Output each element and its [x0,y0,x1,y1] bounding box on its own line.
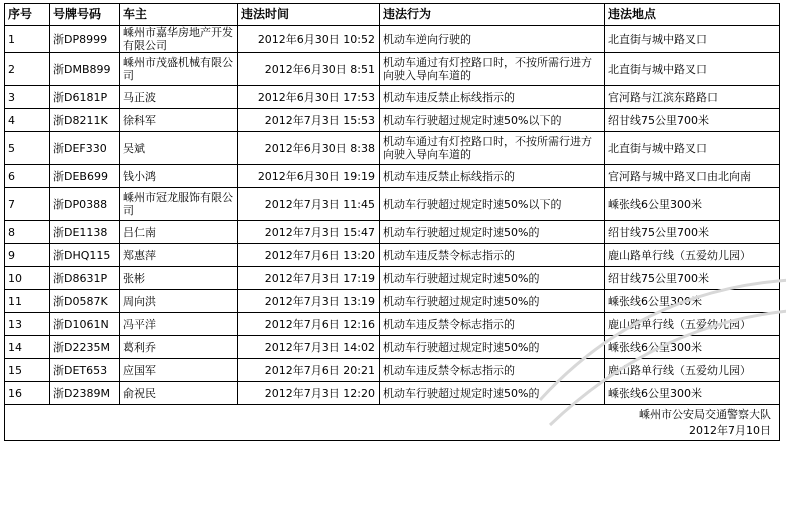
cell-location: 北直街与城中路叉口 [605,26,780,53]
cell-time: 2012年7月3日 14:02 [238,336,380,359]
cell-plate: 浙DP8999 [50,26,120,53]
cell-index: 15 [5,359,50,382]
cell-time: 2012年7月6日 13:20 [238,244,380,267]
cell-owner: 马正波 [120,86,238,109]
violation-table [4,3,780,441]
cell-violation: 机动车行驶超过规定时速50%的 [380,221,605,244]
cell-violation: 机动车违反禁止标线指示的 [380,165,605,188]
cell-violation: 机动车违反禁令标志指示的 [380,359,605,382]
cell-violation: 机动车通过有灯控路口时，不按所需行进方向驶入导向车道的 [380,53,605,86]
table-row [5,188,780,221]
header-index: 序号 [5,4,50,26]
table-row [5,382,780,405]
cell-owner: 嵊州市嘉华房地产开发有限公司 [120,26,238,53]
cell-owner: 嵊州市冠龙服饰有限公司 [120,188,238,221]
cell-time: 2012年6月30日 19:19 [238,165,380,188]
cell-plate: 浙D8631P [50,267,120,290]
cell-time: 2012年6月30日 10:52 [238,26,380,53]
cell-violation: 机动车违反禁令标志指示的 [380,313,605,336]
cell-violation: 机动车行驶超过规定时速50%的 [380,290,605,313]
cell-location: 北直街与城中路叉口 [605,53,780,86]
cell-owner: 周向洪 [120,290,238,313]
cell-violation: 机动车行驶超过规定时速50%以下的 [380,188,605,221]
cell-location: 绍甘线75公里700米 [605,109,780,132]
cell-plate: 浙DEB699 [50,165,120,188]
table-row [5,109,780,132]
cell-plate: 浙D0587K [50,290,120,313]
footer-cell [5,405,780,441]
table-row [5,53,780,86]
cell-index: 3 [5,86,50,109]
cell-owner: 郑惠萍 [120,244,238,267]
cell-location: 嵊张线6公里300米 [605,290,780,313]
cell-location: 鹿山路单行线（五爱幼儿园） [605,359,780,382]
cell-time: 2012年7月3日 13:19 [238,290,380,313]
cell-time: 2012年6月30日 17:53 [238,86,380,109]
cell-violation: 机动车行驶超过规定时速50%的 [380,336,605,359]
header-time: 违法时间 [238,4,380,26]
cell-violation: 机动车行驶超过规定时速50%的 [380,382,605,405]
footer-issuer: 嵊州市公安局交通警察大队 [639,407,771,421]
cell-time: 2012年7月6日 20:21 [238,359,380,382]
table-row [5,267,780,290]
table-row [5,165,780,188]
cell-index: 13 [5,313,50,336]
cell-violation: 机动车行驶超过规定时速50%的 [380,267,605,290]
cell-location: 鹿山路单行线（五爱幼儿园） [605,244,780,267]
cell-location: 官河路与江滨东路路口 [605,86,780,109]
cell-location: 北直街与城中路叉口 [605,132,780,165]
table-row [5,336,780,359]
cell-owner: 吴斌 [120,132,238,165]
cell-violation: 机动车违反禁止标线指示的 [380,86,605,109]
cell-index: 6 [5,165,50,188]
cell-index: 7 [5,188,50,221]
cell-owner: 俞祝民 [120,382,238,405]
cell-location: 嵊张线6公里300米 [605,382,780,405]
cell-plate: 浙D2389M [50,382,120,405]
cell-violation: 机动车违反禁令标志指示的 [380,244,605,267]
footer-row [5,405,780,441]
cell-time: 2012年7月3日 11:45 [238,188,380,221]
cell-time: 2012年7月3日 17:19 [238,267,380,290]
cell-index: 11 [5,290,50,313]
cell-plate: 浙D6181P [50,86,120,109]
cell-location: 嵊张线6公里300米 [605,336,780,359]
header-owner: 车主 [120,4,238,26]
cell-violation: 机动车通过有灯控路口时，不按所需行进方向驶入导向车道的 [380,132,605,165]
header-plate: 号牌号码 [50,4,120,26]
table-row [5,26,780,53]
cell-time: 2012年6月30日 8:51 [238,53,380,86]
table-row [5,221,780,244]
table-row [5,313,780,336]
header-violation: 违法行为 [380,4,605,26]
cell-index: 2 [5,53,50,86]
cell-plate: 浙DMB899 [50,53,120,86]
cell-plate: 浙D8211K [50,109,120,132]
cell-owner: 冯平洋 [120,313,238,336]
cell-owner: 张彬 [120,267,238,290]
cell-plate: 浙DE1138 [50,221,120,244]
cell-time: 2012年7月3日 15:47 [238,221,380,244]
table-row [5,86,780,109]
cell-time: 2012年7月6日 12:16 [238,313,380,336]
cell-location: 绍甘线75公里700米 [605,221,780,244]
cell-index: 16 [5,382,50,405]
cell-location: 绍甘线75公里700米 [605,267,780,290]
cell-plate: 浙DEF330 [50,132,120,165]
cell-plate: 浙D1061N [50,313,120,336]
cell-time: 2012年7月3日 15:53 [238,109,380,132]
cell-owner: 葛利乔 [120,336,238,359]
cell-index: 14 [5,336,50,359]
cell-owner: 徐科军 [120,109,238,132]
cell-index: 4 [5,109,50,132]
cell-violation: 机动车行驶超过规定时速50%以下的 [380,109,605,132]
table-row [5,359,780,382]
cell-plate: 浙D2235M [50,336,120,359]
cell-plate: 浙DP0388 [50,188,120,221]
cell-location: 嵊张线6公里300米 [605,188,780,221]
cell-time: 2012年6月30日 8:38 [238,132,380,165]
cell-location: 鹿山路单行线（五爱幼儿园） [605,313,780,336]
violation-notice-sheet [4,3,779,441]
cell-index: 9 [5,244,50,267]
cell-index: 1 [5,26,50,53]
table-row [5,244,780,267]
cell-location: 官河路与城中路叉口由北向南 [605,165,780,188]
cell-plate: 浙DET653 [50,359,120,382]
cell-owner: 钱小鸿 [120,165,238,188]
cell-index: 8 [5,221,50,244]
cell-owner: 应国军 [120,359,238,382]
table-row [5,132,780,165]
table-row [5,290,780,313]
cell-owner: 吕仁南 [120,221,238,244]
cell-time: 2012年7月3日 12:20 [238,382,380,405]
header-row [5,4,780,26]
header-location: 违法地点 [605,4,780,26]
cell-index: 5 [5,132,50,165]
cell-violation: 机动车逆向行驶的 [380,26,605,53]
footer-date: 2012年7月10日 [689,423,771,437]
cell-index: 10 [5,267,50,290]
cell-owner: 嵊州市茂盛机械有限公司 [120,53,238,86]
cell-plate: 浙DHQ115 [50,244,120,267]
